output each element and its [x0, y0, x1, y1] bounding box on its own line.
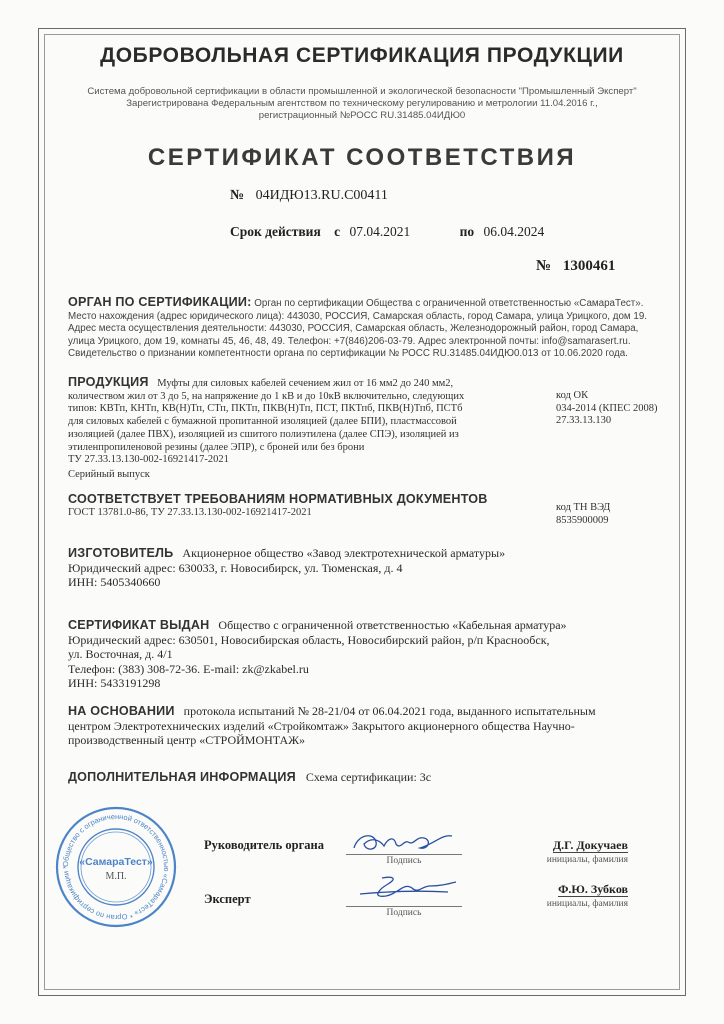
product-tu: ТУ 27.33.13.130-002-16921417-2021: [68, 454, 229, 466]
product-line-2: количеством жил от 3 до 5, на напряжение до 1 кВ и до 10кВ включительно, следующих: [68, 390, 465, 402]
certificate-number-row: [230, 188, 388, 204]
organ-line-1: Орган по сертификации Общества с ограниченной ответственностью «СамараТест».: [254, 298, 644, 309]
basis-line-3: производственный центр «СТРОЙМОНТАЖ»: [68, 733, 305, 747]
manufacturer-name: Акционерное общество «Завод электротехнической арматуры»: [182, 546, 506, 560]
manufacturer-address: Юридический адрес: 630033, г. Новосибирск, ул. Тюменская, д. 4: [68, 560, 403, 575]
basis-heading: НА ОСНОВАНИИ: [68, 704, 175, 718]
scheme-line-3: регистрационный №РОСС RU.31485.04ИДЮ0: [258, 110, 466, 121]
from-label: с: [334, 224, 341, 239]
to-date: 06.04.2024: [483, 224, 545, 239]
head-name: [500, 838, 628, 853]
expert-label: Эксперт: [204, 892, 251, 906]
scheme-line-2: Зарегистрирована Федеральным агентством по техническому регулированию и метрологии 11.04.2016 г.,: [126, 98, 598, 109]
from-date: 07.04.2021: [349, 224, 411, 239]
additional-heading: ДОПОЛНИТЕЛЬНАЯ ИНФОРМАЦИЯ: [68, 770, 296, 784]
issued-to-section: [68, 618, 680, 691]
okpd-value: 27.33.13.130: [556, 415, 612, 427]
head-sign-caption: Подпись: [386, 856, 422, 866]
expert-name: [500, 882, 628, 897]
issued-to-inn: ИНН: 5433191298: [68, 676, 161, 690]
okpd-code: [556, 390, 686, 428]
product-line-5: изоляцией (далее ПВХ), изоляцией из сшитого полиэтилена (далее СПЭ), изоляцией из: [68, 428, 459, 440]
scheme-description: [40, 86, 684, 122]
issued-to-address-2: ул. Восточная, д. 4/1: [68, 647, 173, 661]
tnved-code: [556, 502, 686, 527]
organ-line-5: Свидетельство о признании компетентности органа по сертификации № РОСС RU.31485.04ИДЮ0.013 от 10.06.2020 года.: [68, 347, 628, 359]
form-number-label: №: [536, 258, 552, 274]
expert-signature-scribble: [352, 872, 462, 906]
okpd-classifier: 034-2014 (КПЕС 2008): [556, 402, 658, 414]
certificate-number: 04ИДЮ13.RU.C00411: [255, 188, 388, 203]
scheme-title: ДОБРОВОЛЬНАЯ СЕРТИФИКАЦИЯ ПРОДУКЦИИ: [100, 44, 624, 67]
validity-label: Срок действия: [230, 224, 321, 239]
expert-signature: [352, 872, 462, 906]
manufacturer-section: [68, 546, 668, 590]
product-heading: ПРОДУКЦИЯ: [68, 375, 149, 389]
to-label: по: [459, 224, 475, 239]
conformity-heading: СООТВЕТСТВУЕТ ТРЕБОВАНИЯМ НОРМАТИВНЫХ ДОКУМЕНТОВ: [68, 492, 488, 506]
seal-ring-text: Общество с ограниченной ответственностью «СамараТест» * Орган по сертификации *: [60, 811, 172, 923]
certificate-title: СЕРТИФИКАТ СООТВЕТСТВИЯ: [147, 144, 577, 171]
head-label: Руководитель органа: [204, 838, 324, 852]
product-line-4: для силовых кабелей с бумажной пропитанной изоляцией (далее БПИ), пластмассовой: [68, 416, 457, 428]
head-name-text: Д.Г. Докучаев: [552, 838, 628, 852]
number-label: №: [230, 188, 245, 203]
issued-to-name: Общество с ограниченной ответственностью «Кабельная арматура»: [218, 618, 567, 632]
expert-sign-caption: Подпись: [386, 908, 422, 918]
seal-stamp: [54, 805, 178, 929]
head-signature: [344, 828, 462, 854]
product-line-6: этиленпропиленовой резины (далее ЭПР), с броней или без брони: [68, 441, 365, 453]
seal-center-text: «СамараТест»: [79, 856, 153, 868]
seal-graphic: [54, 805, 178, 929]
product-line-3: типов: КВТп, КНТп, КВ(Н)Тп, СТп, ПКТп, ПКВ(Н)Тп, ПСТ, ПКТпб, ПКВ(Н)Тпб, ПСТб: [68, 403, 463, 415]
conformity-section: [68, 492, 548, 520]
issued-to-address-1: Юридический адрес: 630501, Новосибирская область, Новосибирский район, р/п Краснообск,: [68, 632, 550, 647]
basis-line-2: центром Электротехнических изделий «Стройкомтаж» Закрытого акционерного общества Научно-: [68, 718, 575, 733]
okpd-label: код ОК: [556, 390, 589, 401]
validity-row: [230, 224, 570, 240]
conformity-docs: ГОСТ 13781.0-86, ТУ 27.33.13.130-002-16921417-2021: [68, 507, 312, 518]
expert-name-caption: инициалы, фамилия: [546, 899, 628, 909]
issued-to-contacts: Телефон: (383) 308-72-36. E-mail: zk@zkabel.ru: [68, 661, 309, 676]
organ-line-3: Адрес места осуществления деятельности: 443030, РОССИЯ, Самарская область, Железнодорожный район, город Самара,: [68, 323, 639, 335]
basis-line-1: протокола испытаний № 28-21/04 от 06.04.2021 года, выданного испытательным: [183, 704, 596, 718]
basis-section: [68, 704, 680, 748]
head-signature-scribble: [344, 828, 462, 856]
seal-mp: М.П.: [105, 871, 127, 882]
manufacturer-heading: ИЗГОТОВИТЕЛЬ: [68, 546, 174, 560]
organ-section: [68, 296, 680, 360]
organ-heading: ОРГАН ПО СЕРТИФИКАЦИИ:: [68, 295, 252, 309]
form-number: 1300461: [562, 258, 616, 274]
additional-section: [68, 768, 680, 786]
tnved-label: код ТН ВЭД: [556, 502, 611, 513]
organ-line-4: улица Урицкого, дом 19, комнаты 45, 46, 48, 49. Телефон: +7(846)206-03-79. Адрес электронной почты: info@samarasert.ru.: [68, 335, 631, 347]
product-section: [68, 376, 548, 482]
head-name-caption: инициалы, фамилия: [546, 855, 628, 865]
product-line-1: Муфты для силовых кабелей сечением жил от 16 мм2 до 240 мм2,: [157, 378, 454, 389]
product-series: Серийный выпуск: [68, 468, 150, 480]
scheme-line-1: Система добровольной сертификации в области промышленной и экологической безопасности "Промышленный Эксперт": [87, 86, 637, 97]
additional-text: Схема сертификации: 3с: [305, 770, 432, 784]
head-sign-line: [346, 854, 462, 855]
expert-name-text: Ф.Ю. Зубков: [558, 882, 628, 896]
tnved-value: 8535900009: [556, 514, 609, 526]
organ-line-2: Место нахождения (адрес юридического лица): 443030, РОССИЯ, Самарская область, город Самара, улица Урицкого, дом 19.: [68, 311, 647, 323]
manufacturer-inn: ИНН: 5405340660: [68, 575, 161, 589]
expert-sign-line: [346, 906, 462, 907]
form-number-row: [536, 258, 615, 275]
issued-to-heading: СЕРТИФИКАТ ВЫДАН: [68, 618, 210, 632]
